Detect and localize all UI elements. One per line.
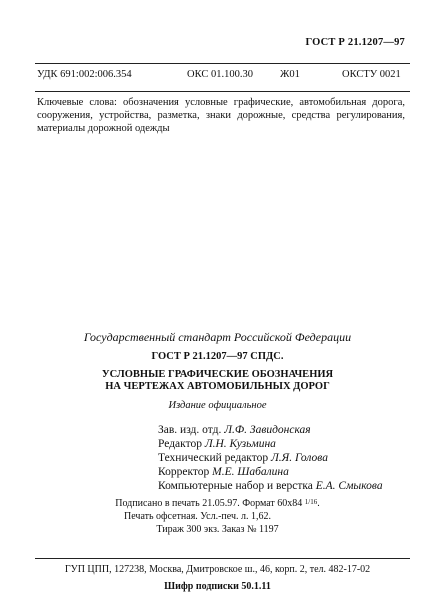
print-signed: Подписано в печать 21.05.97. bbox=[115, 498, 240, 509]
document-title-line-2: НА ЧЕРТЕЖАХ АВТОМОБИЛЬНЫХ ДОРОГ bbox=[105, 381, 330, 392]
print-info bbox=[0, 496, 435, 536]
standard-code: ГОСТ Р 21.1207—97 СПДС. bbox=[151, 351, 284, 362]
staff-row bbox=[158, 451, 383, 465]
print-format-fraction: 1/16 bbox=[304, 498, 318, 506]
standard-title: Государственный стандарт Российской Федерации bbox=[83, 330, 352, 344]
staff-name: Л.Ф. Завидонская bbox=[224, 424, 311, 436]
udk-code: УДК 691:002:006.354 bbox=[37, 69, 132, 80]
document-title bbox=[0, 369, 435, 393]
group-code: Ж01 bbox=[280, 69, 300, 80]
top-divider bbox=[35, 63, 410, 64]
staff-name: М.Е. Шабалина bbox=[212, 466, 289, 478]
staff-name: Л.Я. Голова bbox=[271, 452, 328, 464]
print-type: Печать офсетная. Усл.-печ. л. 1,62. bbox=[124, 511, 271, 522]
middle-divider bbox=[35, 91, 410, 92]
bottom-divider bbox=[35, 558, 410, 559]
staff-role: Технический редактор bbox=[158, 452, 269, 464]
print-format-end: . bbox=[317, 498, 320, 509]
staff-row bbox=[158, 437, 383, 451]
staff-role: Редактор bbox=[158, 438, 202, 450]
staff-role: Корректор bbox=[158, 466, 210, 478]
print-run: Тираж 300 экз. Заказ № 1197 bbox=[156, 524, 279, 535]
staff-row bbox=[158, 465, 383, 479]
staff-role: Компьютерные набор и верстка bbox=[158, 480, 313, 492]
staff-list bbox=[158, 423, 383, 493]
staff-row bbox=[158, 423, 383, 437]
document-code-header: ГОСТ Р 21.1207—97 bbox=[305, 37, 405, 48]
oks-code: ОКС 01.100.30 bbox=[187, 69, 253, 80]
print-signed-line bbox=[0, 496, 435, 510]
keywords-paragraph: Ключевые слова: обозначения условные графические, автомобильная дорога, сооружения, устройства, разметка, знаки дорожные, средства регулирования, материалы дорожной одежды bbox=[37, 97, 405, 134]
document-title-line-1: УСЛОВНЫЕ ГРАФИЧЕСКИЕ ОБОЗНАЧЕНИЯ bbox=[101, 369, 334, 380]
staff-role: Зав. изд. отд. bbox=[158, 424, 222, 436]
staff-name: Л.Н. Кузьмина bbox=[204, 438, 276, 450]
edition-note: Издание официальное bbox=[168, 400, 267, 411]
okstu-code: ОКСТУ 0021 bbox=[342, 69, 401, 80]
staff-name: Е.А. Смыкова bbox=[315, 480, 383, 492]
print-format: Формат 60х84 bbox=[242, 498, 303, 509]
subscription-cipher: Шифр подписки 50.1.11 bbox=[164, 581, 271, 592]
staff-row bbox=[158, 479, 383, 493]
publisher-address: ГУП ЦПП, 127238, Москва, Дмитровское ш., 46, корп. 2, тел. 482-17-02 bbox=[64, 564, 371, 575]
